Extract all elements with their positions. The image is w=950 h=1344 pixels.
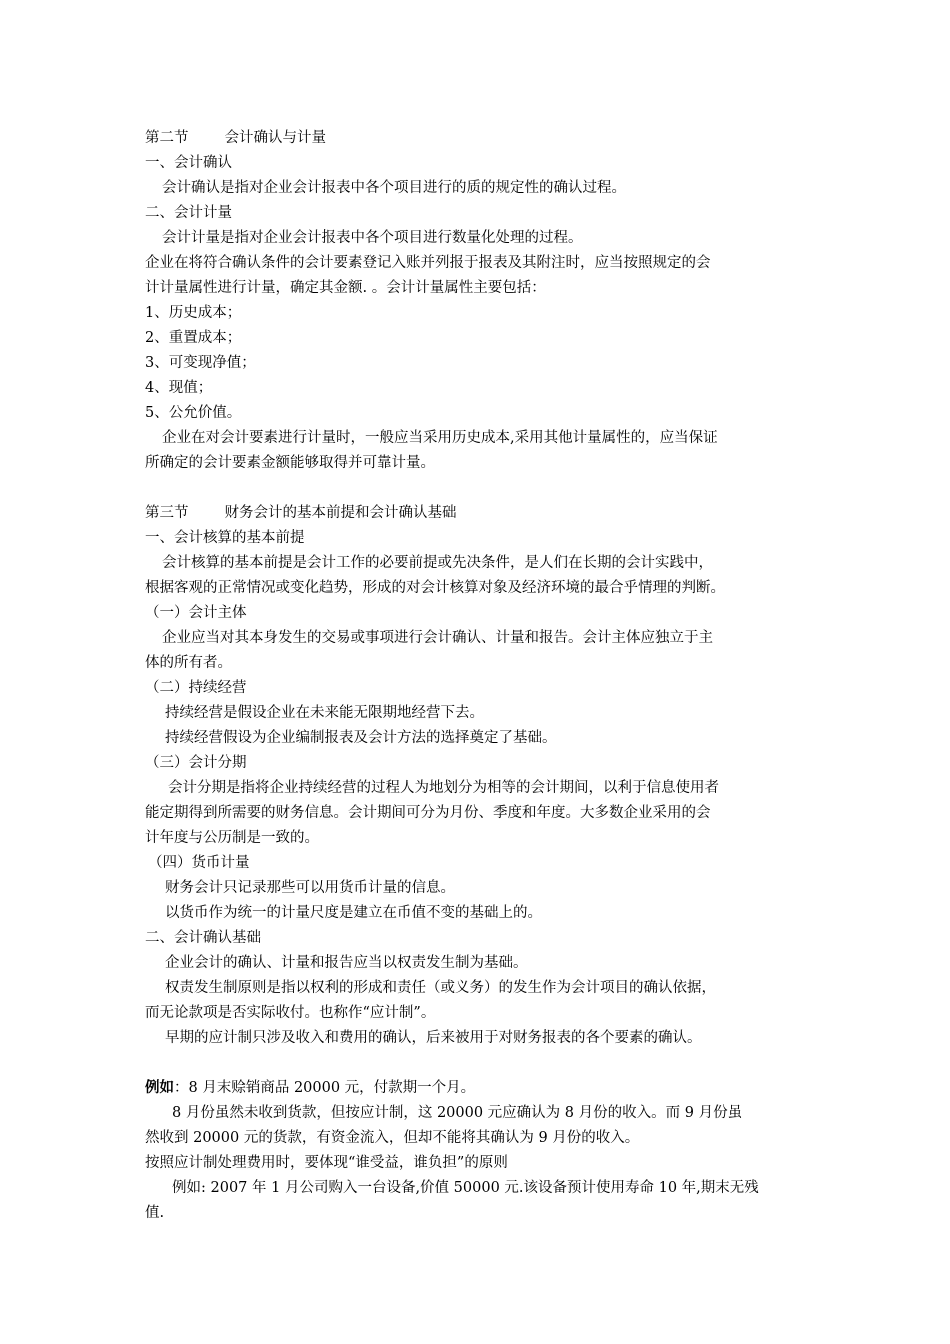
- list-item: 1、历史成本；: [145, 305, 242, 321]
- paragraph-premises-line-1: 会计核算的基本前提是会计工作的必要前提或先决条件，是人们在长期的会计实践中，: [162, 555, 713, 571]
- list-item: 4、现值；: [145, 380, 213, 396]
- heading-recognition: 一、会计确认: [145, 155, 232, 171]
- example-1-explanation-line-2: 然收到 20000 元的货款，有资金流入，但却不能将其确认为 9 月份的收入。: [145, 1130, 640, 1146]
- paragraph-accrual-history: 早期的应计制只涉及收入和费用的确认，后来被用于对财务报表的各个要素的确认。: [165, 1030, 702, 1046]
- example-1-intro: [145, 1078, 475, 1098]
- subheading-going-concern: （二）持续经营: [145, 680, 247, 696]
- paragraph-going-concern-1: 持续经营是假设企业在未来能无限期地经营下去。: [165, 705, 484, 721]
- paragraph-entity-line-1: 企业应当对其本身发生的交易或事项进行会计确认、计量和报告。会计主体应独立于主: [162, 630, 713, 646]
- paragraph-historical-cost-line-1: 企业在对会计要素进行计量时，一般应当采用历史成本,采用其他计量属性的，应当保证: [162, 430, 718, 446]
- paragraph-recognition: 会计确认是指对企业会计报表中各个项目进行的质的规定性的确认过程。: [162, 180, 626, 196]
- paragraph-historical-cost-line-2: 所确定的会计要素金额能够取得并可靠计量。: [145, 455, 435, 471]
- heading-basic-premises: 一、会计核算的基本前提: [145, 530, 305, 546]
- example-2-line-1: 例如: 2007 年 1 月公司购入一台设备,价值 50000 元.该设备预计使用寿命 10 年,期末无残: [172, 1180, 759, 1196]
- heading-recognition-basis: 二、会计确认基础: [145, 930, 261, 946]
- section-3-number: 第三节: [145, 505, 189, 521]
- paragraph-accrual-principle-line-1: 权责发生制原则是指以权利的形成和责任（或义务）的发生作为会计项目的确认依据，: [165, 980, 716, 996]
- paragraph-periodicity-line-3: 计年度与公历制是一致的。: [145, 830, 319, 846]
- list-item: 5、公允价值。: [145, 405, 242, 421]
- example-1-explanation-line-1: 8 月份虽然未收到货款，但按应计制，这 20000 元应确认为 8 月份的收入。而 9 月份虽: [172, 1105, 743, 1121]
- paragraph-attributes-line-2: 计计量属性进行计量，确定其金额. 。会计计量属性主要包括：: [145, 280, 546, 296]
- example-2-line-2: 值.: [145, 1205, 165, 1221]
- paragraph-measurement: 会计计量是指对企业会计报表中各个项目进行数量化处理的过程。: [162, 230, 583, 246]
- paragraph-expense-principle: 按照应计制处理费用时，要体现“谁受益，谁负担”的原则: [145, 1155, 508, 1171]
- heading-measurement: 二、会计计量: [145, 205, 232, 221]
- paragraph-periodicity-line-2: 能定期得到所需要的财务信息。会计期间可分为月份、季度和年度。大多数企业采用的会: [145, 805, 711, 821]
- paragraph-monetary-unit-1: 财务会计只记录那些可以用货币计量的信息。: [165, 880, 455, 896]
- subheading-periodicity: （三）会计分期: [145, 755, 247, 771]
- example-1-text: ：8 月末赊销商品 20000 元，付款期一个月。: [174, 1080, 476, 1096]
- paragraph-periodicity-line-1: 会计分期是指将企业持续经营的过程人为地划分为相等的会计期间，以利于信息使用者: [168, 780, 719, 796]
- list-item: 3、可变现净值；: [145, 355, 256, 371]
- paragraph-going-concern-2: 持续经营假设为企业编制报表及会计方法的选择奠定了基础。: [165, 730, 557, 746]
- section-3-heading: [145, 503, 457, 523]
- section-2-heading: [145, 128, 326, 148]
- example-label: 例如: [145, 1079, 174, 1096]
- paragraph-attributes-line-1: 企业在将符合确认条件的会计要素登记入账并列报于报表及其附注时，应当按照规定的会: [145, 255, 711, 271]
- paragraph-accrual-basis: 企业会计的确认、计量和报告应当以权责发生制为基础。: [165, 955, 528, 971]
- paragraph-premises-line-2: 根据客观的正常情况或变化趋势，形成的对会计核算对象及经济环境的最合乎情理的判断。: [145, 580, 725, 596]
- section-3-title: 财务会计的基本前提和会计确认基础: [224, 505, 457, 521]
- paragraph-accrual-principle-line-2: 而无论款项是否实际收付。也称作“应计制”。: [145, 1005, 436, 1021]
- paragraph-monetary-unit-2: 以货币作为统一的计量尺度是建立在币值不变的基础上的。: [165, 905, 542, 921]
- paragraph-entity-line-2: 体的所有者。: [145, 655, 232, 671]
- section-2-title: 会计确认与计量: [224, 130, 326, 146]
- list-item: 2、重置成本；: [145, 330, 242, 346]
- subheading-monetary-unit: （四）货币计量: [148, 855, 250, 871]
- subheading-entity: （一）会计主体: [145, 605, 247, 621]
- section-2-number: 第二节: [145, 130, 189, 146]
